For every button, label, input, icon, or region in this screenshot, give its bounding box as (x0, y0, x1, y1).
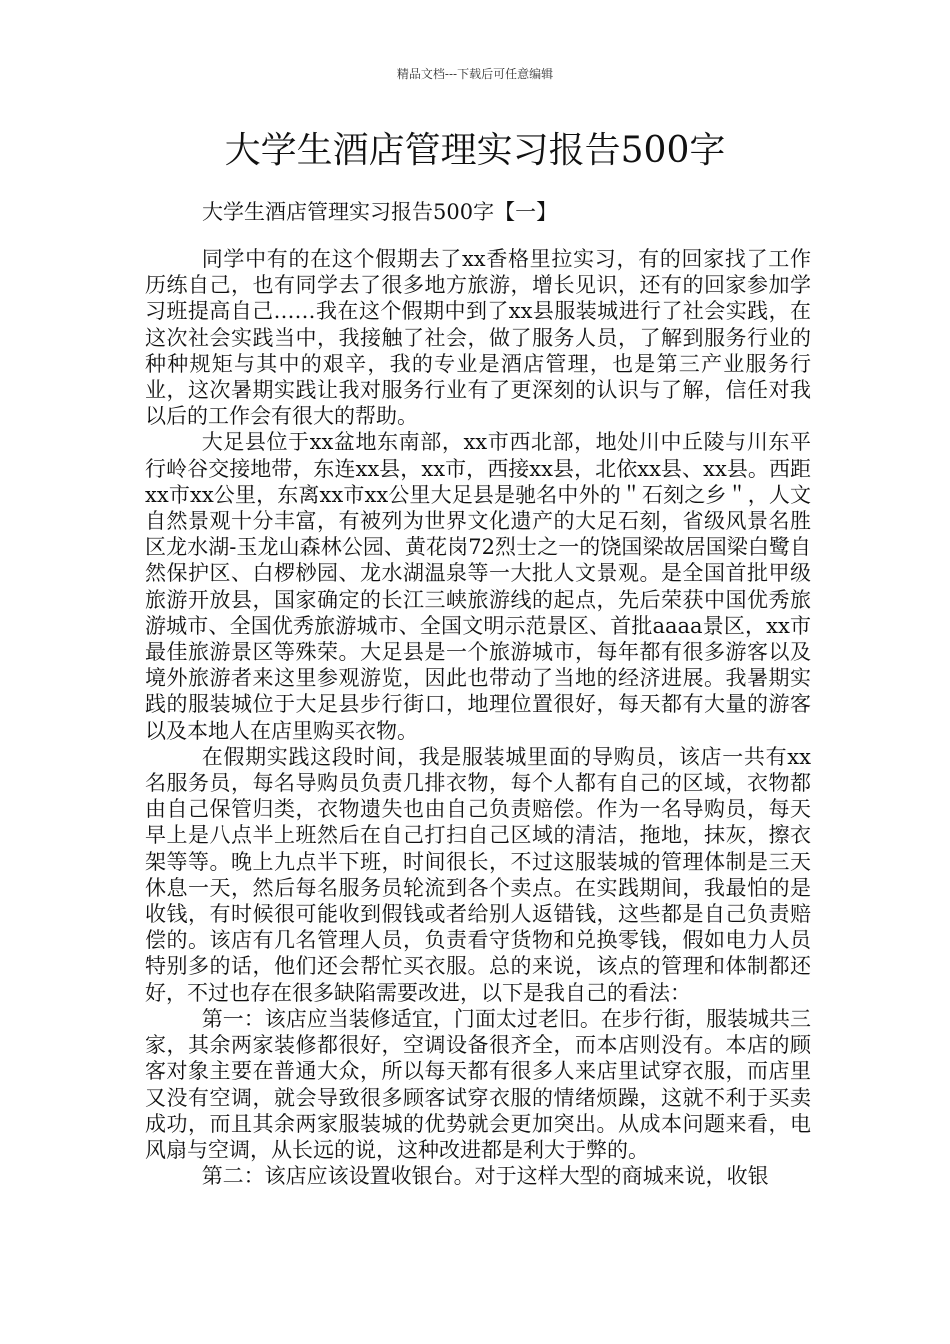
section-subtitle: 大学生酒店管理实习报告500字【一】 (202, 200, 558, 224)
document-body (145, 246, 811, 1189)
paragraph: 第一：该店应当装修适宜，门面太过老旧。在步行街，服装城共三家，其余两家装修都很好，空调设备很齐全，而本店则没有。本店的顾客对象主要在普通大众，所以每天都有很多人来店里试穿衣服，而店里又没有空调，就会导致很多顾客试穿衣服的情绪烦躁，这就不利于买卖成功，而且其余两家服装城的优势就会更加突出。从成本问题来看，电风扇与空调，从长远的说，这种改进都是利大于弊的。 (145, 1006, 811, 1162)
page-header: 精品文档---下载后可任意编辑 (396, 67, 554, 81)
paragraph: 第二：该店应该设置收银台。对于这样大型的商城来说，收银 (201, 1164, 769, 1189)
document-title: 大学生酒店管理实习报告500字 (224, 130, 726, 171)
paragraph: 大足县位于xx盆地东南部，xx市西北部，地处川中丘陵与川东平行岭谷交接地带，东连xx县，xx市，西接xx县，北依xx县、xx县。西距xx市xx公里，东离xx市xx公里大足县是驰名中外的＂石刻之乡＂，人文自然景观十分丰富，有被列为世界文化遗产的大足石刻，省级风景名胜区龙水湖-玉龙山森林公园、黄花岗72烈士之一的饶国梁故居国梁白鹭自然保护区、白椤桫园、龙水湖温泉等一大批人文景观。是全国首批甲级旅游开放县，国家确定的长江三峡旅游线的起点，先后荣获中国优秀旅游城市、全国优秀旅游城市、全国文明示范景区、首批aaaa景区，xx市最佳旅游景区等殊荣。大足县是一个旅游城市，每年都有很多游客以及境外旅游者来这里参观游览，因此也带动了当地的经济进展。我暑期实践的服装城位于大足县步行街口，地理位置很好，每天都有大量的游客以及本地人在店里购买衣物。 (145, 430, 811, 743)
paragraph: 同学中有的在这个假期去了xx香格里拉实习，有的回家找了工作历练自己，也有同学去了很多地方旅游，增长见识，还有的回家参加学习班提高自己……我在这个假期中到了xx县服装城进行了社会实践，在这次社会实践当中，我接触了社会，做了服务人员，了解到服务行业的种种规矩与其中的艰辛，我的专业是酒店管理，也是第三产业服务行业，这次暑期实践让我对服务行业有了更深刻的认识与了解，信任对我以后的工作会有很大的帮助。 (145, 247, 811, 429)
paragraph: 在假期实践这段时间，我是服装城里面的导购员，该店一共有xx名服务员，每名导购员负责几排衣物，每个人都有自己的区域，衣物都由自己保管归类，衣物遗失也由自己负责赔偿。作为一名导购员，每天早上是八点半上班然后在自己打扫自己区域的清洁，拖地，抹灰，擦衣架等等。晚上九点半下班，时间很长，不过这服装城的管理体制是三天休息一天，然后每名服务员轮流到各个卖点。在实践期间，我最怕的是收钱，有时候很可能收到假钱或者给别人返错钱，这些都是自己负责赔偿的。该店有几名管理人员，负责看守货物和兑换零钱，假如电力人员特别多的话，他们还会帮忙买衣服。总的来说，该点的管理和体制都还好，不过也存在很多缺陷需要改进，以下是我自己的看法： (145, 744, 811, 1005)
